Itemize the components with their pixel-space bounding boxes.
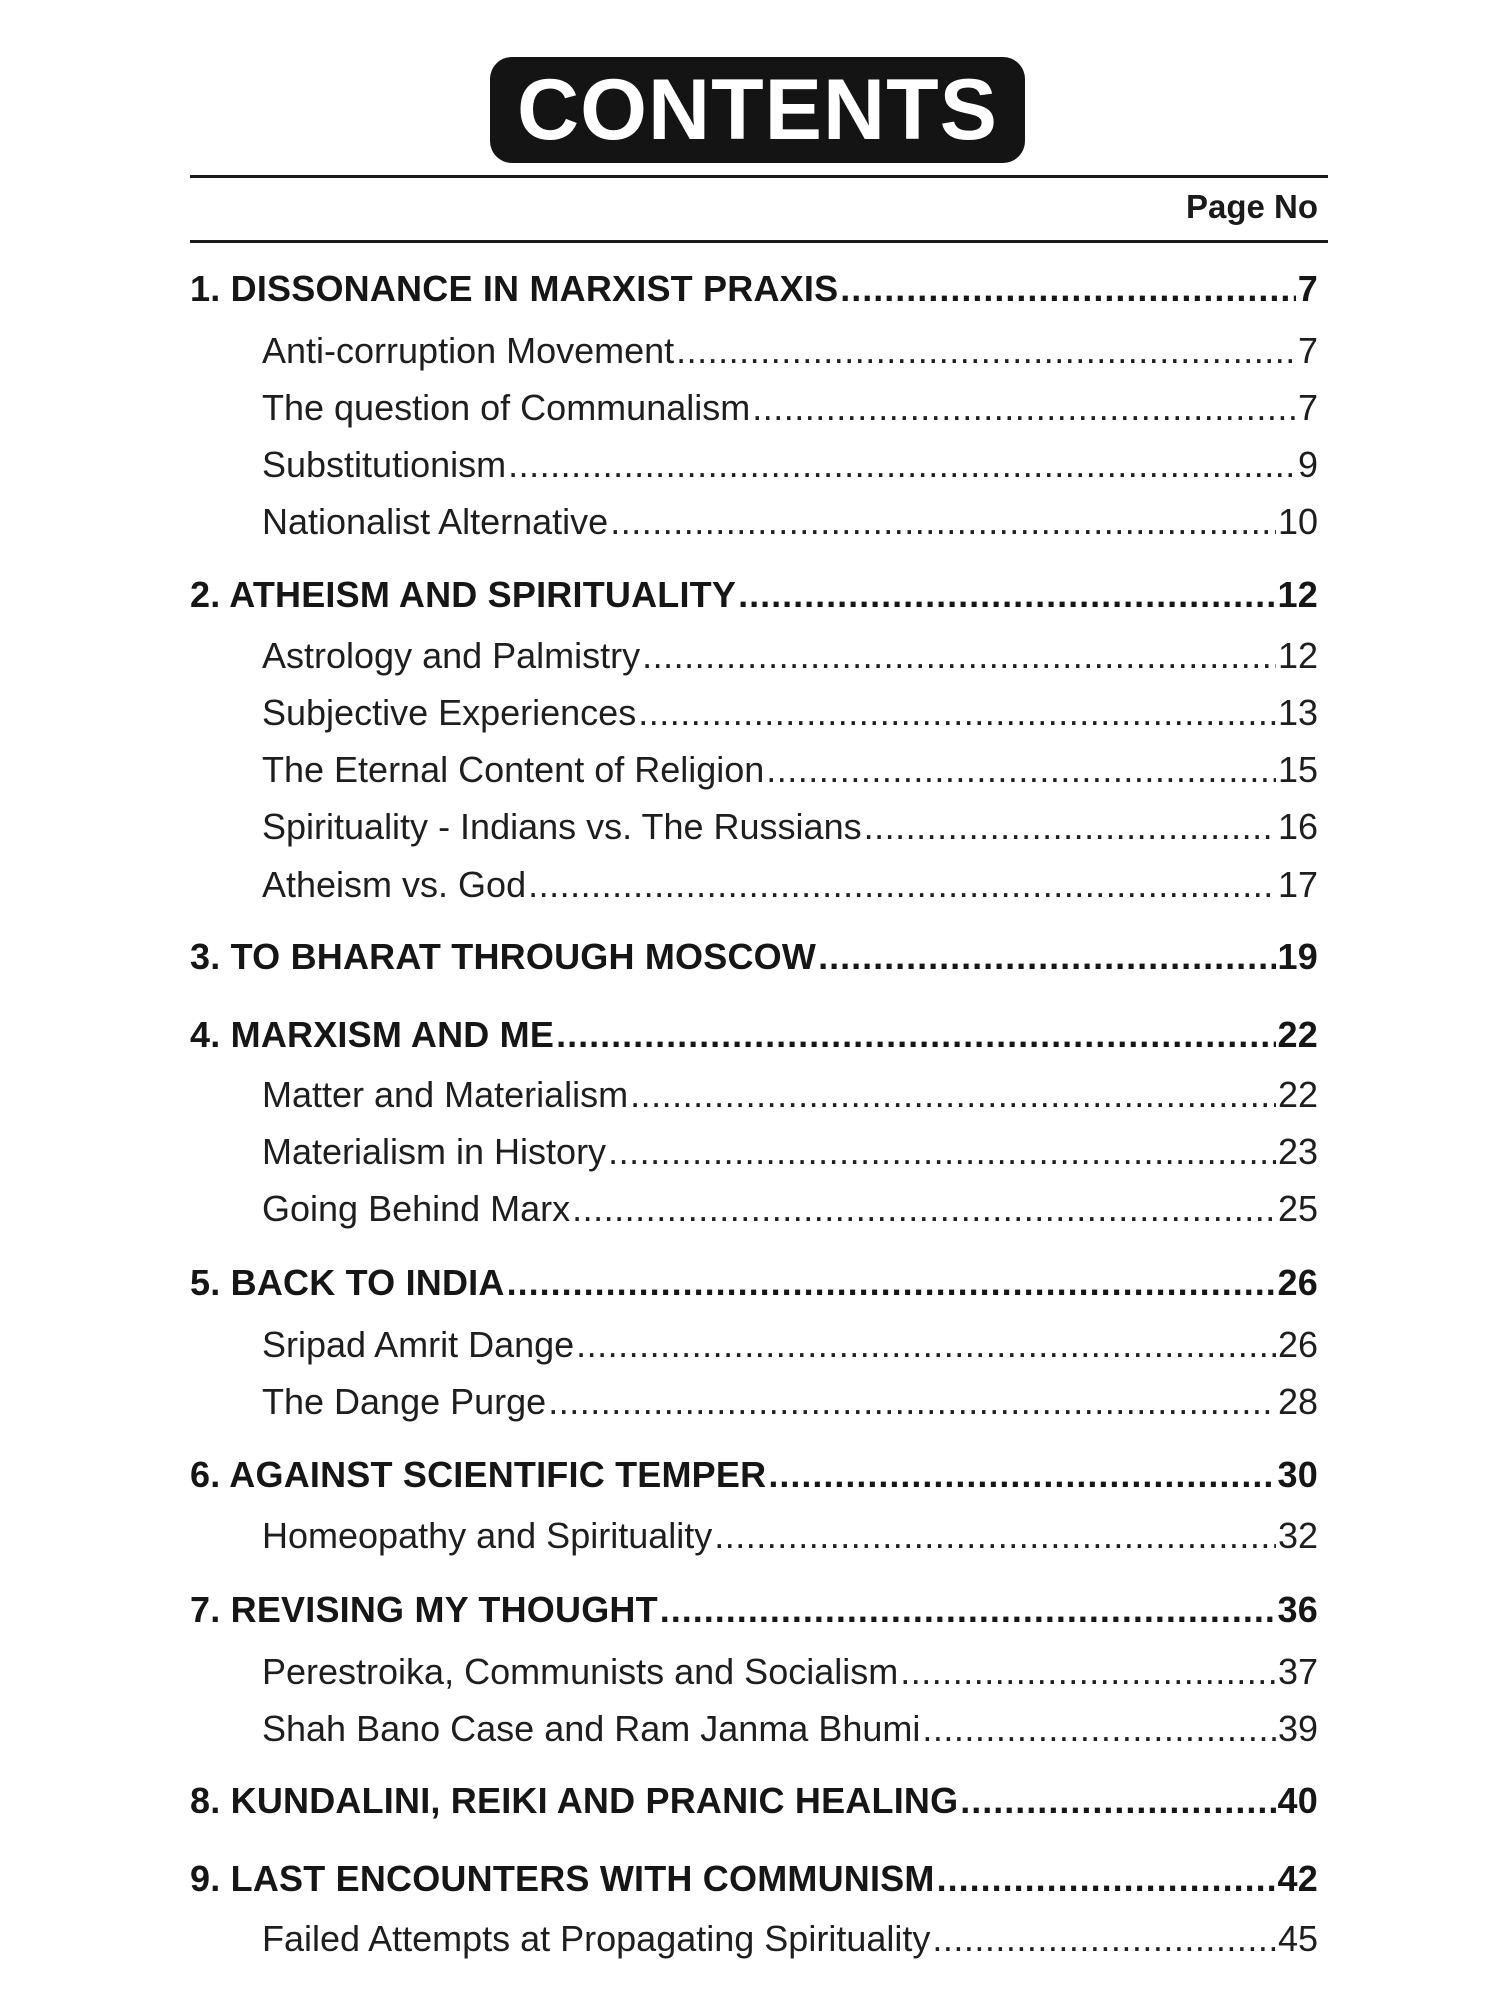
dot-leader xyxy=(576,1324,1276,1366)
dot-leader xyxy=(900,1651,1276,1693)
toc-page-number: 19 xyxy=(1277,936,1318,977)
toc-entry-title: Substitutionism xyxy=(262,444,507,485)
toc-entry-title: Anti-corruption Movement xyxy=(262,330,675,371)
dot-leader xyxy=(937,1858,1276,1900)
toc-section[interactable] xyxy=(262,1515,1318,1557)
toc-entry-title: The question of Communalism xyxy=(262,387,751,428)
toc-entry-title: 6. AGAINST SCIENTIFIC TEMPER xyxy=(190,1454,767,1495)
toc-section[interactable] xyxy=(262,1131,1318,1173)
toc-section[interactable] xyxy=(262,444,1318,486)
dot-leader xyxy=(768,1454,1275,1496)
dot-leader xyxy=(608,1131,1276,1173)
toc-section[interactable] xyxy=(262,1188,1318,1230)
toc-entry-title: Homeopathy and Spirituality xyxy=(262,1515,713,1556)
toc-page-number: 7 xyxy=(1297,330,1318,371)
toc-section[interactable] xyxy=(262,635,1318,677)
dot-leader xyxy=(818,936,1275,978)
toc-entry-title: Nationalist Alternative xyxy=(262,501,609,542)
toc-entry-title: Shah Bano Case and Ram Janma Bhumi xyxy=(262,1708,921,1749)
dot-leader xyxy=(676,330,1296,372)
toc-entry-title: Perestroika, Communists and Socialism xyxy=(262,1651,899,1692)
top-divider xyxy=(190,175,1328,178)
toc-section[interactable] xyxy=(262,1381,1318,1423)
toc-chapter[interactable] xyxy=(190,1014,1318,1056)
toc-section[interactable] xyxy=(262,501,1318,543)
toc-chapter[interactable] xyxy=(190,1262,1318,1304)
toc-page-number: 15 xyxy=(1277,749,1318,790)
dot-leader xyxy=(932,1918,1276,1960)
toc-entry-title: Materialism in History xyxy=(262,1131,607,1172)
dot-leader xyxy=(714,1515,1276,1557)
toc-section[interactable] xyxy=(262,1074,1318,1116)
dot-leader xyxy=(548,1381,1276,1423)
toc-entry-title: Matter and Materialism xyxy=(262,1074,629,1115)
toc-page-number: 10 xyxy=(1277,501,1318,542)
toc-page-number: 9 xyxy=(1297,444,1318,485)
dot-leader xyxy=(840,268,1295,310)
toc-page-number: 28 xyxy=(1277,1381,1318,1422)
dot-leader xyxy=(572,1188,1276,1230)
toc-chapter[interactable] xyxy=(190,1780,1318,1822)
dot-leader xyxy=(752,387,1296,429)
toc-entry-title: Subjective Experiences xyxy=(262,692,637,733)
toc-chapter[interactable] xyxy=(190,1589,1318,1631)
toc-entry-title: Sripad Amrit Dange xyxy=(262,1324,575,1365)
toc-section[interactable] xyxy=(262,1324,1318,1366)
toc-page-number: 26 xyxy=(1277,1324,1318,1365)
toc-entry-title: The Eternal Content of Religion xyxy=(262,749,765,790)
dot-leader xyxy=(960,1780,1275,1822)
toc-section[interactable] xyxy=(262,692,1318,734)
toc-chapter[interactable] xyxy=(190,936,1318,978)
toc-section[interactable] xyxy=(262,1708,1318,1750)
toc-entry-title: 9. LAST ENCOUNTERS WITH COMMUNISM xyxy=(190,1858,935,1899)
header-divider xyxy=(190,240,1328,243)
dot-leader xyxy=(738,574,1275,616)
toc-page-number: 26 xyxy=(1277,1262,1318,1303)
dot-leader xyxy=(638,692,1276,734)
dot-leader xyxy=(556,1014,1275,1056)
toc-section[interactable] xyxy=(262,330,1318,372)
toc-entry-title: 5. BACK TO INDIA xyxy=(190,1262,505,1303)
toc-page-number: 36 xyxy=(1277,1589,1318,1630)
toc-page-number: 32 xyxy=(1277,1515,1318,1556)
dot-leader xyxy=(766,749,1276,791)
toc-entry-title: Failed Attempts at Propagating Spirituality xyxy=(262,1918,931,1959)
toc-page-number: 39 xyxy=(1277,1708,1318,1749)
dot-leader xyxy=(610,501,1276,543)
toc-page-number: 7 xyxy=(1297,268,1318,309)
toc-entry-title: Astrology and Palmistry xyxy=(262,635,641,676)
toc-entry-title: 4. MARXISM AND ME xyxy=(190,1014,555,1055)
dot-leader xyxy=(864,806,1276,848)
toc-page-number: 45 xyxy=(1277,1918,1318,1959)
dot-leader xyxy=(642,635,1276,677)
toc-entry-title: 8. KUNDALINI, REIKI AND PRANIC HEALING xyxy=(190,1780,959,1821)
toc-section[interactable] xyxy=(262,806,1318,848)
contents-title-banner xyxy=(490,57,1025,163)
page-no-column-header: Page No xyxy=(1185,188,1318,225)
toc-chapter[interactable] xyxy=(190,1858,1318,1900)
toc-section[interactable] xyxy=(262,387,1318,429)
toc-page-number: 12 xyxy=(1277,574,1318,615)
toc-page-number: 42 xyxy=(1277,1858,1318,1899)
toc-page-number: 12 xyxy=(1277,635,1318,676)
toc-chapter[interactable] xyxy=(190,574,1318,616)
dot-leader xyxy=(922,1708,1276,1750)
toc-section[interactable] xyxy=(262,1918,1318,1960)
dot-leader xyxy=(630,1074,1276,1116)
toc-section[interactable] xyxy=(262,1651,1318,1693)
toc-entry-title: 1. DISSONANCE IN MARXIST PRAXIS xyxy=(190,268,839,309)
toc-page-number: 13 xyxy=(1277,692,1318,733)
toc-entry-title: 3. TO BHARAT THROUGH MOSCOW xyxy=(190,936,817,977)
toc-page-number: 16 xyxy=(1277,806,1318,847)
toc-entry-title: Going Behind Marx xyxy=(262,1188,571,1229)
dot-leader xyxy=(528,864,1276,906)
page-title: CONTENTS xyxy=(517,61,998,158)
toc-page-number: 22 xyxy=(1277,1014,1318,1055)
dot-leader xyxy=(507,1262,1276,1304)
dot-leader xyxy=(508,444,1296,486)
toc-chapter[interactable] xyxy=(190,1454,1318,1496)
toc-page-number: 23 xyxy=(1277,1131,1318,1172)
toc-section[interactable] xyxy=(262,749,1318,791)
toc-entry-title: Spirituality - Indians vs. The Russians xyxy=(262,806,862,847)
toc-section[interactable] xyxy=(262,864,1318,906)
toc-page-number: 7 xyxy=(1297,387,1318,428)
toc-page-number: 25 xyxy=(1277,1188,1318,1229)
toc-chapter[interactable] xyxy=(190,268,1318,310)
toc-page-number: 30 xyxy=(1277,1454,1318,1495)
toc-entry-title: 2. ATHEISM AND SPIRITUALITY xyxy=(190,574,737,615)
toc-page-number: 40 xyxy=(1277,1780,1318,1821)
toc-page-number: 17 xyxy=(1277,864,1318,905)
toc-entry-title: Atheism vs. God xyxy=(262,864,527,905)
toc-page-number: 22 xyxy=(1277,1074,1318,1115)
toc-entry-title: The Dange Purge xyxy=(262,1381,547,1422)
toc-entry-title: 7. REVISING MY THOUGHT xyxy=(190,1589,658,1630)
dot-leader xyxy=(660,1589,1276,1631)
toc-page-number: 37 xyxy=(1277,1651,1318,1692)
